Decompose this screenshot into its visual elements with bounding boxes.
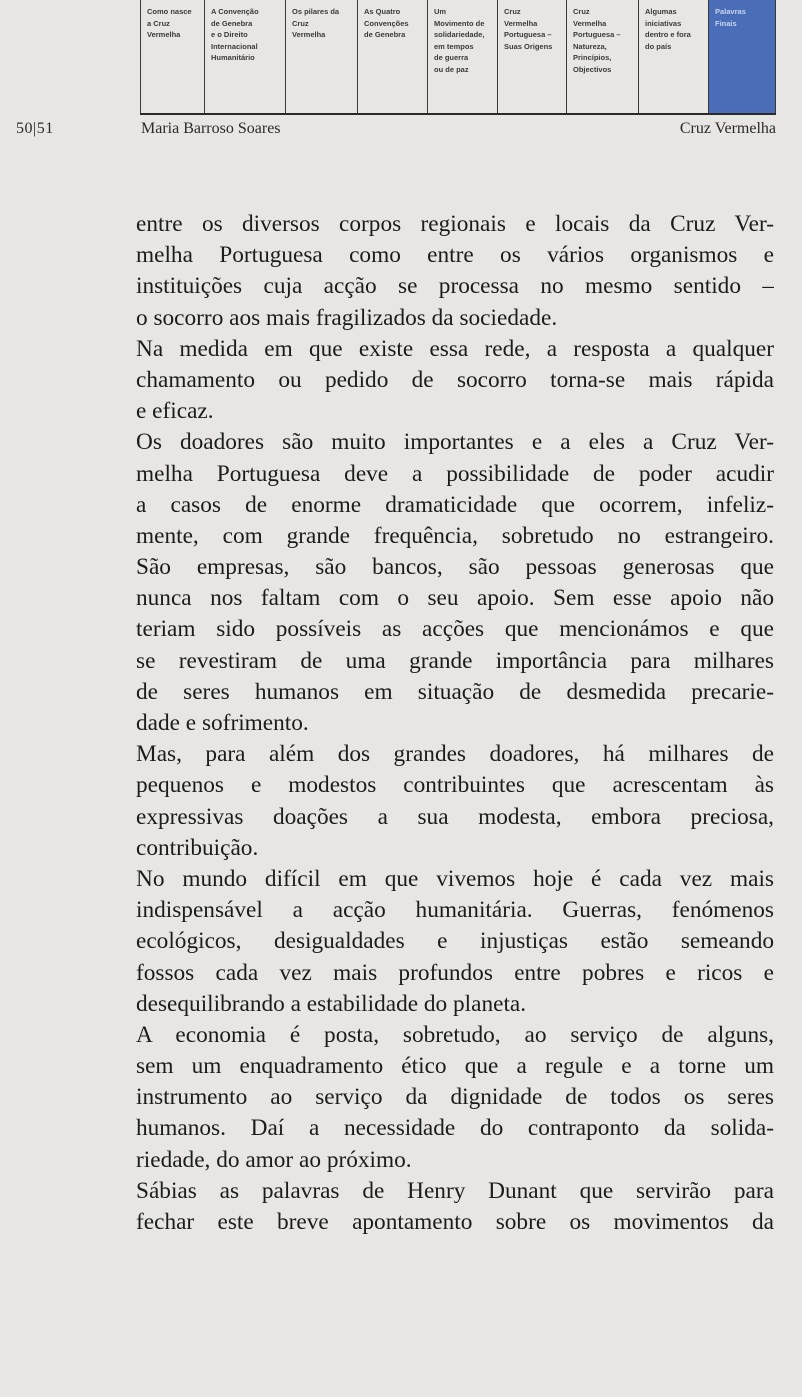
chapter-tab-label-line: Como nasce [147,7,192,16]
chapter-tab-label-line: Natureza, [573,41,607,51]
text-line: No mundo difícil em que vivemos hoje é cada vez mais [136,865,774,892]
running-header [0,118,802,146]
chapter-tab-label-line: dentro e fora [645,30,691,39]
chapter-tab-label-line: de Genebra [211,18,253,28]
text-line: humanos. Daí a necessidade do contraponto da solida- [136,1115,774,1142]
chapter-tab[interactable] [204,0,285,113]
text-line: instituições cuja acção se processa no mesmo sentido – [136,273,774,300]
text-line: mente, com grande frequência, sobretudo no estrangeiro. [136,522,774,549]
chapter-tab-label-line: Um [434,7,447,16]
chapter-tab-label-line: Princípios, [573,53,612,62]
chapter-tab-label-line: As Quatro [364,7,401,16]
text-line: indispensável a acção humanitária. Guerras, fenómenos [136,897,774,924]
chapter-tab-label-line: a Cruz [147,18,170,28]
chapter-tab[interactable] [357,0,427,113]
chapter-tab-label-line: Suas Origens [504,41,553,51]
chapter-tab-label-line: Humanitário [211,53,255,62]
chapter-tab-label-line: e o Direito [211,30,248,39]
body-text [136,209,774,1238]
text-line: fossos cada vez mais profundos entre pobres e ricos e [136,959,774,986]
chapter-navigation-table [140,0,776,115]
chapter-tab-label-line: Vermelha [573,18,607,28]
chapter-tab[interactable] [427,0,497,113]
header-author: Maria Barroso Soares [141,120,281,137]
chapter-tab-label-line: Os pilares da [292,7,340,16]
chapter-tab-label-line: A Convenção [211,7,259,16]
text-line: entre os diversos corpos regionais e locais da Cruz Ver- [136,211,774,237]
text-line: sem um enquadramento ético que a regule e a torne um [136,1053,774,1080]
chapter-tab-label-line: Vermelha [147,30,181,39]
chapter-tab-label-line: Objectivos [573,64,612,74]
chapter-tab-label-line: em tempos [434,41,474,51]
chapter-tab-label-line: Vermelha [292,30,326,39]
chapter-tab-label-line: Convenções [364,18,409,28]
chapter-tab-label-line: Vermelha [504,18,538,28]
text-line: expressivas doações a sua modesta, embora preciosa, [136,803,774,830]
chapter-tab-label-line: do país [645,41,672,51]
chapter-tab-label-line: ou de paz [434,64,469,74]
chapter-tab[interactable] [140,0,204,113]
text-line: contribuição. [136,834,259,861]
header-book-title: Cruz Vermelha [679,120,776,137]
chapter-tab-label-line: Palavras [715,7,746,16]
text-line: Na medida em que existe essa rede, a resposta a qualquer [136,335,774,362]
text-line: nunca nos faltam com o seu apoio. Sem esse apoio não [136,585,774,612]
text-line: Mas, para além dos grandes doadores, há milhares de [136,741,774,768]
text-line: instrumento ao serviço da dignidade de todos os seres [136,1084,774,1111]
text-line: desequilibrando a estabilidade do planeta. [136,990,527,1017]
chapter-tab-label-line: Internacional [211,41,258,51]
text-line: de seres humanos em situação de desmedida precarie- [136,678,774,705]
chapter-tab[interactable] [497,0,566,113]
text-line: se revestiram de uma grande importância para milhares [136,647,774,674]
chapter-tab-label-line: Cruz [573,7,590,16]
text-line: Os doadores são muito importantes e a eles a Cruz Ver- [136,429,774,456]
text-line: o socorro aos mais fragilizados da sociedade. [136,304,558,331]
chapter-tab-label-line: iniciativas [645,18,682,28]
chapter-tab-label-line: Cruz [504,7,521,16]
text-line: ecológicos, desigualdades e injustiças estão semeando [136,928,774,955]
text-line: melha Portuguesa deve a possibilidade de poder acudir [136,460,774,487]
text-line: São empresas, são bancos, são pessoas generosas que [136,554,774,581]
text-line: teriam sido possíveis as acções que mencionámos e que [136,616,774,643]
text-line: A economia é posta, sobretudo, ao serviço de alguns, [136,1021,774,1048]
text-line: e eficaz. [136,398,214,425]
text-line: fechar este breve apontamento sobre os movimentos da [136,1209,774,1235]
chapter-tab-label-line: Portuguesa – [573,30,621,39]
text-line: pequenos e modestos contribuintes que acrescentam às [136,772,774,799]
text-line: melha Portuguesa como entre os vários organismos e [136,242,774,269]
chapter-tab-label-line: Algumas [645,7,677,16]
chapter-tab-active[interactable] [708,0,776,113]
chapter-tab[interactable] [638,0,708,113]
text-line: Sábias as palavras de Henry Dunant que servirão para [136,1177,774,1204]
text-line: a casos de enorme dramaticidade que ocorrem, infeliz- [136,491,774,518]
text-line: dade e sofrimento. [136,710,309,736]
chapter-tab-label-line: Cruz [292,18,309,28]
chapter-tab-label-line: solidariedade, [434,30,485,39]
page-numbers: 50|51 [16,120,54,137]
chapter-tab-label-line: Finais [715,18,737,28]
chapter-tab[interactable] [566,0,638,113]
chapter-tab-label-line: de guerra [434,53,469,62]
chapter-tab-label-line: Portuguesa – [504,30,552,39]
chapter-tab[interactable] [285,0,357,113]
chapter-tab-label-line: Movimento de [434,18,485,28]
text-line: riedade, do amor ao próximo. [136,1146,412,1173]
text-line: chamamento ou pedido de socorro torna-se mais rápida [136,366,774,393]
chapter-tab-label-line: de Genebra [364,30,406,39]
